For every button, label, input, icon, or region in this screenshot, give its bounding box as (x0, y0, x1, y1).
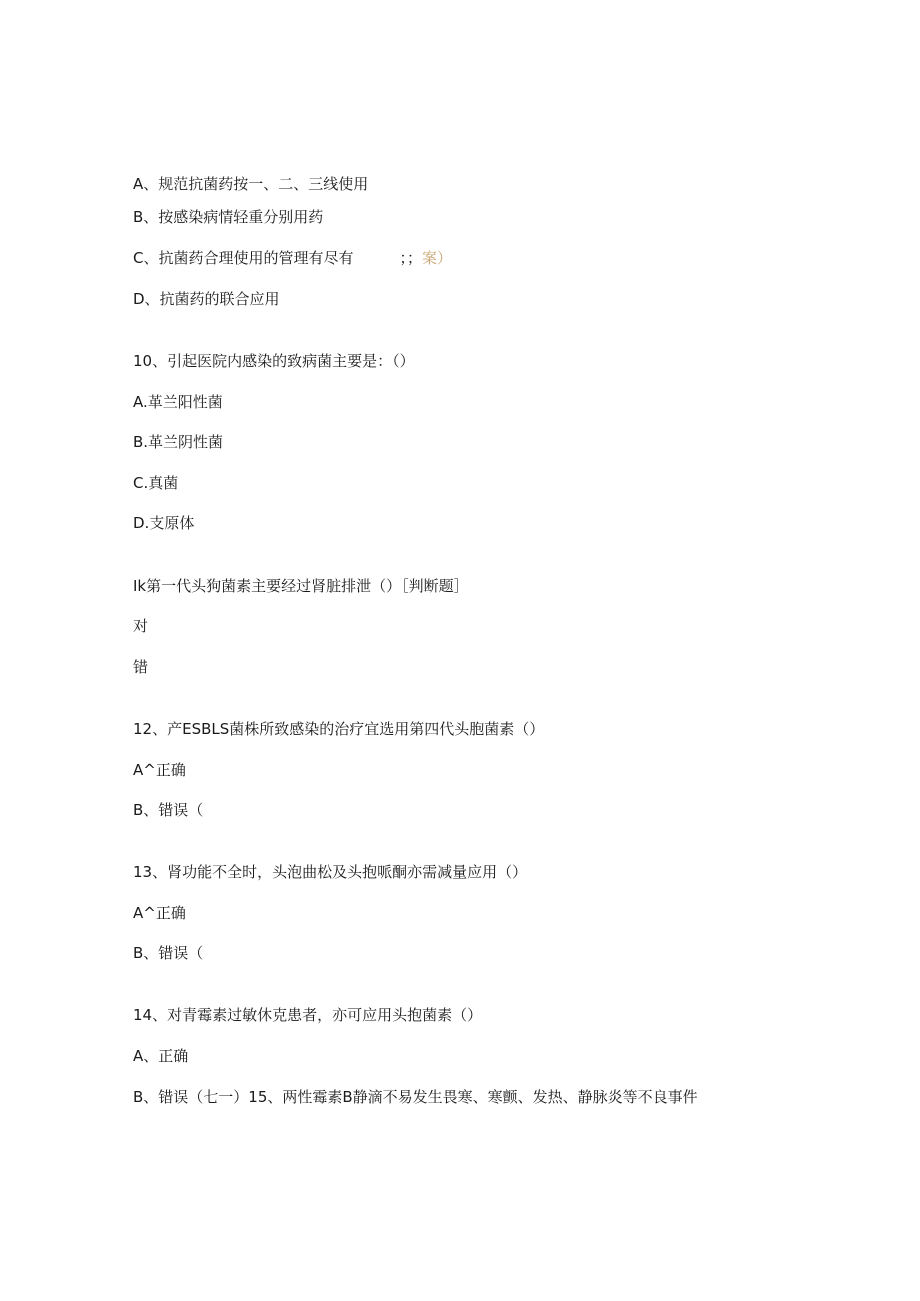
q9-option-c-text: C、抗菌药合理使用的管理有尽有 (133, 249, 354, 267)
q13-stem: 13、肾功能不全时，头泡曲松及头抱哌酮亦需减量应用（） (133, 863, 528, 881)
q9-option-a: A、规范抗菌药按一、二、三线使用 (133, 175, 369, 193)
q9-option-c-marks: ；； (399, 249, 422, 267)
q13-option-b: B、错误（ (133, 944, 204, 962)
q13-option-a: A^正确 (133, 904, 186, 922)
q12-option-a: A^正确 (133, 761, 186, 779)
q11-stem: Ik第一代头狗菌素主要经过肾脏排泄（）［判断题］ (133, 577, 469, 595)
q10-option-d: D.支原体 (133, 514, 195, 532)
q10-option-a: A.革兰阳性菌 (133, 393, 223, 411)
q14-option-b-and-q15: B、错误（七一）15、两性霉素B静滴不易发生畏寒、寒颤、发热、静脉炎等不良事件 (133, 1088, 698, 1106)
q9-option-d: D、抗菌药的联合应用 (133, 290, 280, 308)
q10-option-b: B.革兰阴性菌 (133, 433, 224, 451)
q9-option-c (133, 248, 452, 268)
q11-option-false: 错 (133, 658, 149, 676)
q9-option-c-tail: 案） (422, 249, 453, 267)
q12-stem: 12、产ESBLS菌株所致感染的治疗宜选用第四代头胞菌素（） (133, 720, 545, 738)
q14-option-a: A、正确 (133, 1047, 189, 1065)
q11-option-true: 对 (133, 617, 149, 635)
q14-stem: 14、对青霉素过敏休克患者，亦可应用头抱菌素（） (133, 1006, 483, 1024)
q9-option-b: B、按感染病情轻重分别用药 (133, 208, 324, 226)
q10-stem: 10、引起医院内感染的致病菌主要是：（） (133, 352, 415, 370)
q10-option-c: C.真菌 (133, 474, 179, 492)
q12-option-b: B、错误（ (133, 801, 204, 819)
